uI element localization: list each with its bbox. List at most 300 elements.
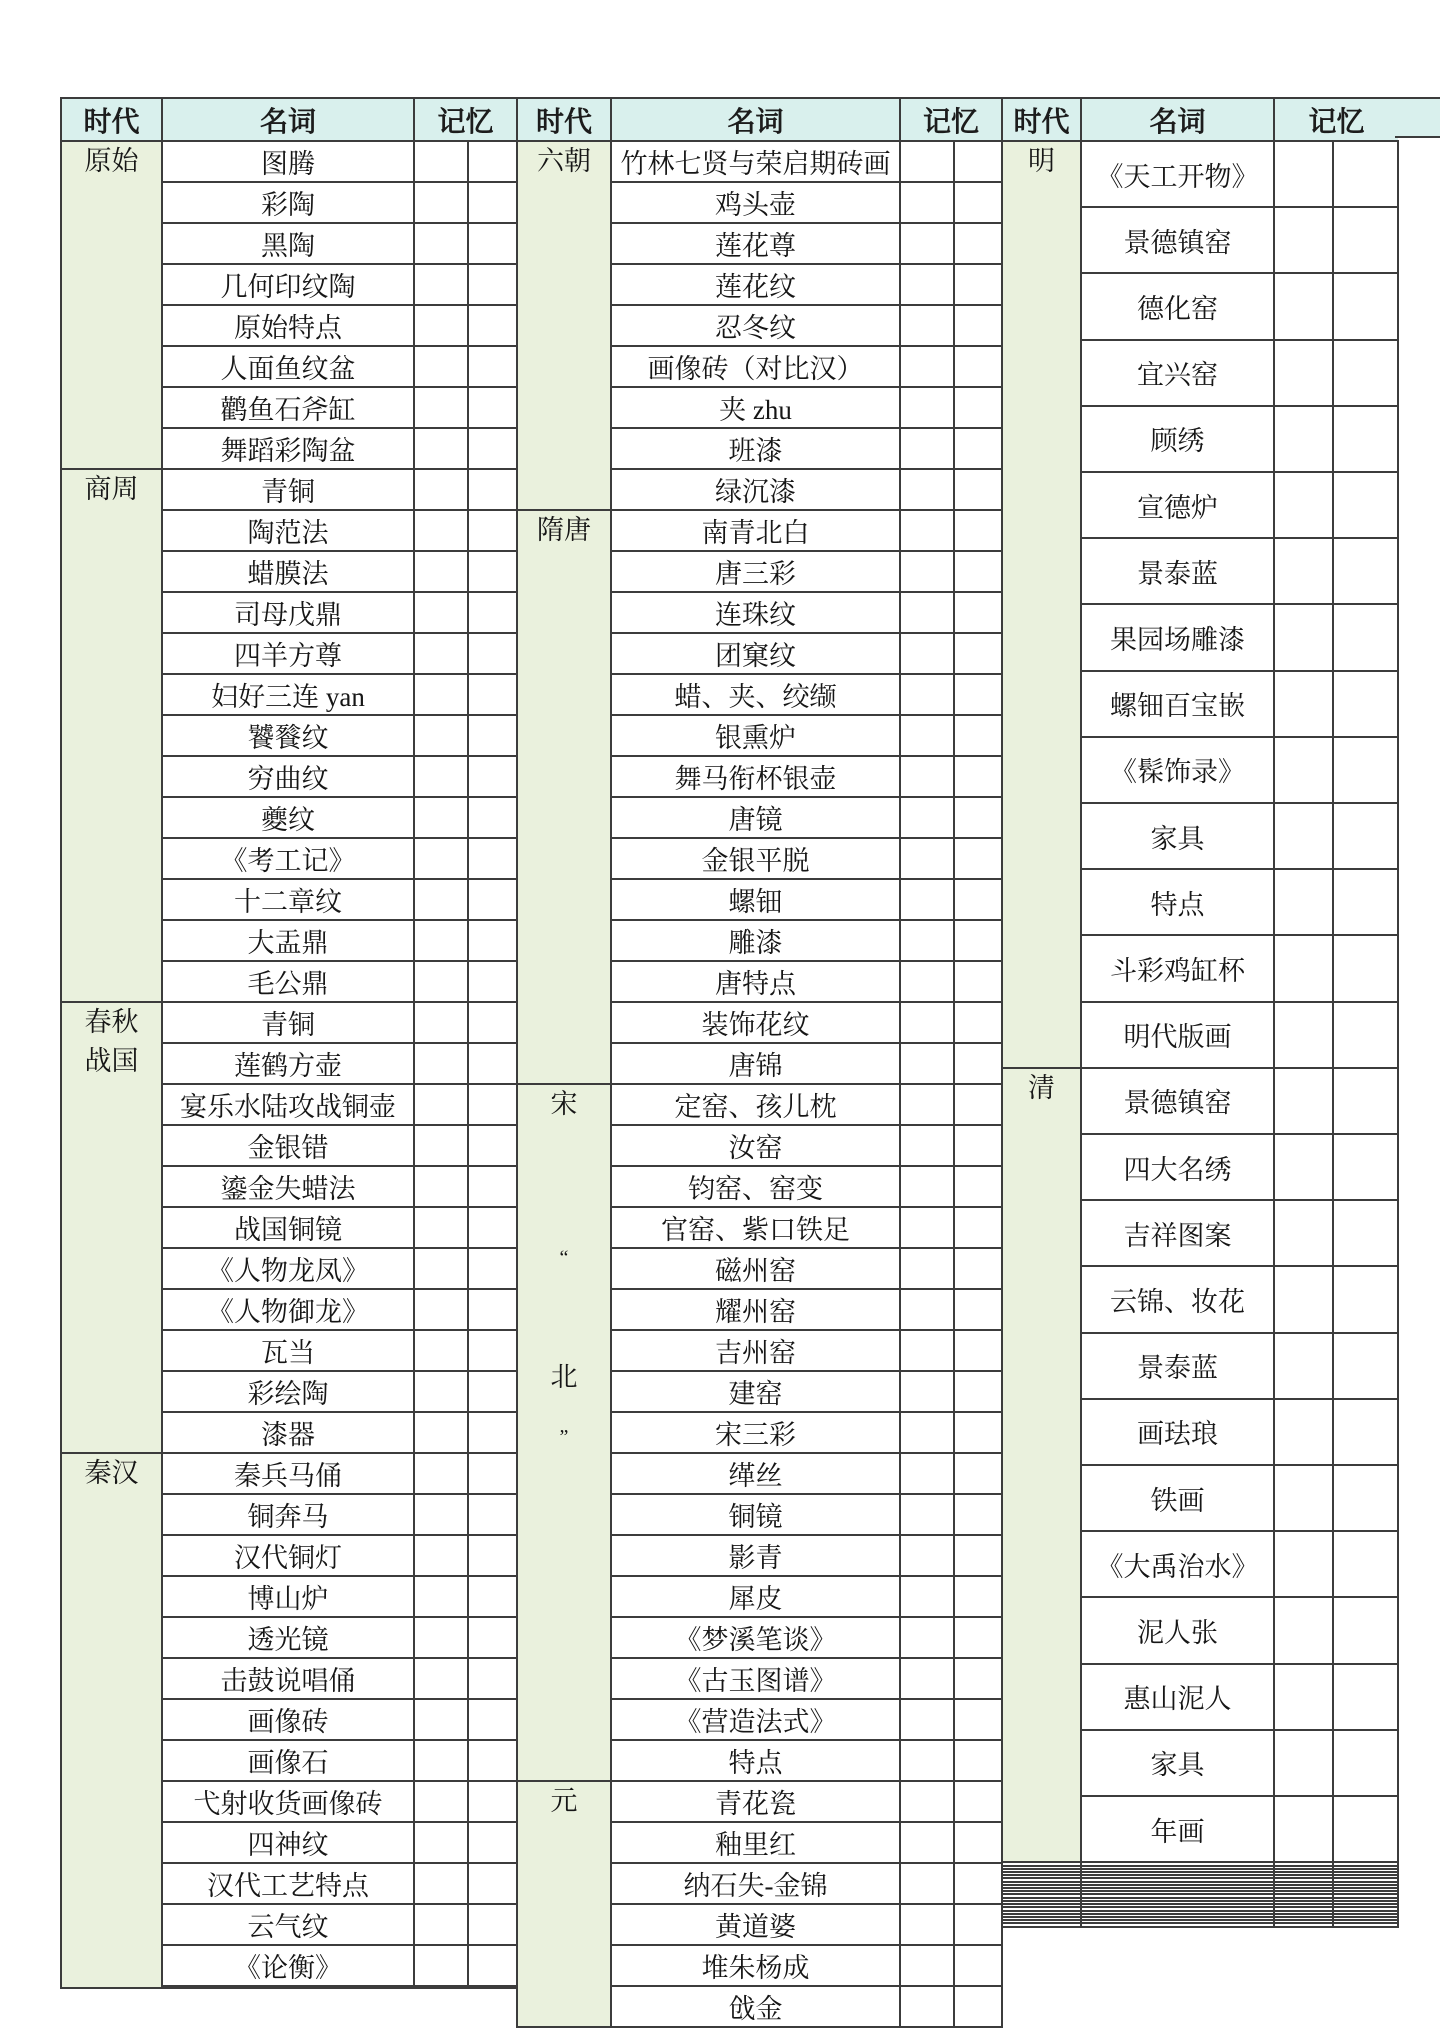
memory-cell-1 [1274,1664,1333,1730]
memory-cell-1 [900,1863,954,1904]
term-cell: 《古玉图谱》 [611,1658,900,1699]
memory-cell-1 [414,1371,468,1412]
memory-cell-1 [1274,1068,1333,1134]
memory-cell-1 [414,1125,468,1166]
term-cell: 汉代铜灯 [162,1535,414,1576]
memory-cell-1 [900,1207,954,1248]
era-label: 春秋 [84,1007,139,1037]
era-label: 商周 [84,474,139,504]
memory-cell-2 [954,1699,1002,1740]
memory-cell-2 [954,592,1002,633]
term-cell: 毛公鼎 [162,961,414,1002]
table-row [61,141,517,182]
term-cell: 铜奔马 [162,1494,414,1535]
memory-cell-1 [414,1576,468,1617]
memory-cell-2 [1333,671,1398,737]
memory-cell-2 [954,264,1002,305]
memory-cell-2 [954,1166,1002,1207]
memory-cell-2 [954,1863,1002,1904]
memory-cell-2 [954,1125,1002,1166]
era-label: 宋 [550,1089,578,1119]
memory-cell-2 [1333,1068,1398,1134]
memory-cell-2 [468,674,517,715]
memory-cell-1 [414,1822,468,1863]
memory-cell-2 [468,1453,517,1494]
term-cell: 景泰蓝 [1081,1333,1274,1399]
term-cell: 耀州窑 [611,1289,900,1330]
memory-cell-1 [414,141,468,182]
memory-cell-2 [468,1781,517,1822]
term-cell: 宜兴窑 [1081,340,1274,406]
memory-cell-1 [900,756,954,797]
memory-cell-1 [414,1699,468,1740]
memory-cell-2 [954,879,1002,920]
term-cell: 螺钿百宝嵌 [1081,671,1274,737]
term-cell: 博山炉 [162,1576,414,1617]
memory-cell-2 [1333,803,1398,869]
memory-cell-2 [468,305,517,346]
memory-cell-2 [468,551,517,592]
term-cell: 钧窑、窑变 [611,1166,900,1207]
memory-cell-1 [1274,803,1333,869]
term-cell: 饕餮纹 [162,715,414,756]
term-cell: 鹳鱼石斧缸 [162,387,414,428]
memory-cell-2 [468,1822,517,1863]
memory-cell-1 [414,1289,468,1330]
era-cell [61,1002,162,1453]
memory-cell-1 [900,838,954,879]
memory-cell-1 [414,756,468,797]
memory-cell-1 [900,182,954,223]
memory-cell-1 [414,264,468,305]
memory-cell-2 [954,182,1002,223]
term-cell: 竹林七贤与荣启期砖画 [611,141,900,182]
table-row [61,469,517,510]
era-label: 明 [1028,146,1055,176]
term-cell: 定窑、孩儿枕 [611,1084,900,1125]
memory-cell-1 [414,1740,468,1781]
memory-cell-1 [1274,1531,1333,1597]
term-cell: 蜡膜法 [162,551,414,592]
term-cell: 装饰花纹 [611,1002,900,1043]
term-cell: 大盂鼎 [162,920,414,961]
memory-cell-2 [468,1658,517,1699]
term-cell: 特点 [611,1740,900,1781]
era-cell [517,141,611,510]
term-cell: 景德镇窑 [1081,1068,1274,1134]
term-cell: 黄道婆 [611,1904,900,1945]
header-era-cell: 时代 [1002,98,1081,141]
memory-cell-2 [468,1699,517,1740]
term-cell: 画珐琅 [1081,1399,1274,1465]
term-cell: 图腾 [162,141,414,182]
memory-cell-2 [954,961,1002,1002]
memory-cell-2 [1333,1002,1398,1068]
memory-cell-1 [414,1002,468,1043]
memory-cell-2 [468,1535,517,1576]
term-cell: 莲花尊 [611,223,900,264]
table-row [61,1453,517,1494]
memory-cell-1 [1274,538,1333,604]
header-era-cell: 时代 [61,98,162,141]
memory-cell-2 [468,1084,517,1125]
header-term-cell: 名词 [1081,98,1274,141]
memory-cell-2 [468,346,517,387]
memory-cell-1 [900,1248,954,1289]
memory-cell-1 [900,1986,954,2027]
memory-cell-1 [900,141,954,182]
term-cell: 彩绘陶 [162,1371,414,1412]
era-cell [1002,1068,1081,1862]
memory-cell-2 [468,1125,517,1166]
memory-cell-2 [954,715,1002,756]
memory-cell-2 [954,674,1002,715]
memory-cell-1 [414,1453,468,1494]
memory-cell-1 [414,1248,468,1289]
memory-cell-2 [468,1330,517,1371]
memory-cell-1 [900,1576,954,1617]
table-group-3 [1001,97,1399,1928]
term-cell-empty [1081,1923,1274,1927]
memory-cell-2 [954,1740,1002,1781]
memory-cell-2 [954,551,1002,592]
memory-cell-2 [1333,1531,1398,1597]
memory-cell-1 [1274,1597,1333,1663]
term-cell: 金银平脱 [611,838,900,879]
term-cell: 汝窑 [611,1125,900,1166]
term-cell: 宣德炉 [1081,472,1274,538]
memory-cell-2 [954,469,1002,510]
memory-cell-2 [954,346,1002,387]
term-cell: 秦兵马俑 [162,1453,414,1494]
memory-cell-1 [900,1330,954,1371]
memory-cell-2 [468,387,517,428]
memory-cell-1 [1274,935,1333,1001]
memory-cell-2 [1333,472,1398,538]
memory-cell-1 [414,1535,468,1576]
era-cell [517,1781,611,2027]
era-label: 清 [1028,1072,1055,1103]
table-group-1 [60,97,518,1989]
memory-cell-1 [414,305,468,346]
era-cell [1002,141,1081,1068]
header-mem-cell: 记忆 [900,98,1002,141]
memory-cell-2 [1333,273,1398,339]
term-cell: 戗金 [611,1986,900,2027]
memory-cell-1 [900,1412,954,1453]
memory-cell-2 [954,1412,1002,1453]
memory-cell-2 [468,469,517,510]
memory-cell-1 [414,1494,468,1535]
memory-cell-1 [900,1002,954,1043]
memory-cell-2 [954,305,1002,346]
memory-cell-1 [1274,1134,1333,1200]
memory-cell-1 [900,1494,954,1535]
memory-cell-1 [900,1453,954,1494]
memory-cell-2 [954,510,1002,551]
term-cell: 班漆 [611,428,900,469]
term-cell: 《营造法式》 [611,1699,900,1740]
term-cell: 宋三彩 [611,1412,900,1453]
memory-cell-1 [900,223,954,264]
era-cell [61,1453,162,1988]
memory-cell-1 [900,1289,954,1330]
memory-cell-2 [954,1002,1002,1043]
term-cell: 螺钿 [611,879,900,920]
term-cell: 连珠纹 [611,592,900,633]
memory-cell-1 [414,1330,468,1371]
term-cell: 南青北白 [611,510,900,551]
memory-cell-2 [468,182,517,223]
memory-cell-1 [1274,1796,1333,1862]
term-cell: 莲鹤方壶 [162,1043,414,1084]
term-cell: 唐镜 [611,797,900,838]
term-cell: 惠山泥人 [1081,1664,1274,1730]
term-cell: 家具 [1081,803,1274,869]
term-cell: 《梦溪笔谈》 [611,1617,900,1658]
memory-cell-2 [468,592,517,633]
term-cell: 景德镇窑 [1081,207,1274,273]
memory-cell-1 [900,510,954,551]
memory-cell-1 [900,1043,954,1084]
memory-cell-2 [1333,935,1398,1001]
memory-cell-2 [954,223,1002,264]
term-cell: 《髹饰录》 [1081,737,1274,803]
table-row [517,1781,1002,1822]
era-label: 六朝 [537,146,591,176]
memory-cell-2 [1333,1134,1398,1200]
empty-row [1002,1923,1398,1927]
memory-cell-2 [468,1207,517,1248]
memory-cell-1 [414,633,468,674]
memory-cell-2 [468,920,517,961]
memory-cell-1 [1274,141,1333,207]
era-label: 北 [550,1362,578,1392]
era-label: 战国 [84,1046,139,1076]
memory-cell-2 [954,1453,1002,1494]
memory-cell-1 [1274,1266,1333,1332]
term-cell: 纳石失-金锦 [611,1863,900,1904]
memory-cell-1 [1274,1399,1333,1465]
memory-cell-2 [954,1371,1002,1412]
memory-cell-2 [468,428,517,469]
term-cell: 年画 [1081,1796,1274,1862]
memory-cell-1 [414,879,468,920]
memory-cell-2 [954,1617,1002,1658]
memory-cell-1 [414,1084,468,1125]
memory-cell-2 [1333,737,1398,803]
term-cell: 磁州窑 [611,1248,900,1289]
header-term-cell: 名词 [162,98,414,141]
memory-cell-1 [900,305,954,346]
term-cell: 画像石 [162,1740,414,1781]
era-label: ” [559,1426,569,1448]
memory-cell-2 [468,264,517,305]
era-label: 隋唐 [537,515,591,545]
term-cell: 《天工开物》 [1081,141,1274,207]
memory-cell-1 [1274,869,1333,935]
table-row [517,510,1002,551]
term-cell: 《大禹治水》 [1081,1531,1274,1597]
memory-cell-2 [1333,1399,1398,1465]
memory-cell-1 [1274,604,1333,670]
memory-cell-2 [1333,1923,1398,1927]
memory-cell-1 [1274,207,1333,273]
term-cell: 云气纹 [162,1904,414,1945]
term-cell: 击鼓说唱俑 [162,1658,414,1699]
memory-cell-2 [954,1904,1002,1945]
table-group-2 [516,97,1003,2028]
memory-cell-1 [900,1945,954,1986]
term-cell: 堆朱杨成 [611,1945,900,1986]
term-cell: 黑陶 [162,223,414,264]
header-mem-cell: 记忆 [414,98,517,141]
memory-cell-1 [900,1904,954,1945]
term-cell: 明代版画 [1081,1002,1274,1068]
memory-cell-2 [954,1330,1002,1371]
memory-cell-1 [900,387,954,428]
memory-cell-2 [1333,1465,1398,1531]
header-term-cell: 名词 [611,98,900,141]
era-label: 秦汉 [84,1458,139,1488]
term-cell: 铜镜 [611,1494,900,1535]
memory-cell-1 [414,715,468,756]
memory-header-extension [1395,97,1440,138]
memory-cell-2 [954,1207,1002,1248]
term-cell: 漆器 [162,1412,414,1453]
term-cell: 金银错 [162,1125,414,1166]
memory-cell-1 [414,1617,468,1658]
memory-cell-2 [954,428,1002,469]
term-cell: 影青 [611,1535,900,1576]
term-cell: 建窑 [611,1371,900,1412]
memory-cell-2 [468,1412,517,1453]
memory-cell-1 [414,1207,468,1248]
memory-cell-2 [1333,1333,1398,1399]
era-label: 原始 [84,146,139,176]
table-row [517,1084,1002,1125]
memory-cell-2 [468,1043,517,1084]
memory-cell-1 [900,1371,954,1412]
memory-cell-2 [1333,340,1398,406]
term-cell: 特点 [1081,869,1274,935]
header-mem-cell: 记忆 [1274,98,1398,141]
memory-cell-1 [414,1945,468,1986]
memory-cell-1 [900,1166,954,1207]
term-cell: 舞马衔杯银壶 [611,756,900,797]
term-cell: 青铜 [162,1002,414,1043]
memory-cell-1 [900,346,954,387]
term-cell: 果园场雕漆 [1081,604,1274,670]
era-cell [517,1084,611,1781]
memory-cell-2 [954,1289,1002,1330]
term-cell: 鸡头壶 [611,182,900,223]
memory-cell-1 [900,1740,954,1781]
memory-cell-1 [414,674,468,715]
memory-cell-1 [414,387,468,428]
memory-cell-2 [468,141,517,182]
memory-cell-2 [1333,1200,1398,1266]
memory-cell-2 [954,1576,1002,1617]
memory-cell-2 [954,633,1002,674]
term-cell: 透光镜 [162,1617,414,1658]
memory-cell-1 [414,469,468,510]
term-cell: 忍冬纹 [611,305,900,346]
memory-cell-2 [468,1740,517,1781]
term-cell: 陶范法 [162,510,414,551]
term-cell: 泥人张 [1081,1597,1274,1663]
memory-cell-1 [900,1617,954,1658]
term-cell: 原始特点 [162,305,414,346]
era-cell [517,510,611,1084]
memory-cell-1 [414,1863,468,1904]
memory-cell-1 [414,920,468,961]
memory-cell-2 [1333,869,1398,935]
era-cell [61,141,162,469]
term-cell: 绿沉漆 [611,469,900,510]
memory-cell-2 [954,920,1002,961]
term-cell [162,1986,414,1988]
memory-cell-1 [414,223,468,264]
term-cell: 官窑、紫口铁足 [611,1207,900,1248]
header-era-cell: 时代 [517,98,611,141]
memory-cell-1 [900,264,954,305]
memory-cell-2 [468,797,517,838]
term-cell: 彩陶 [162,182,414,223]
memory-cell-1 [1274,1333,1333,1399]
term-cell: 几何印纹陶 [162,264,414,305]
memory-cell-1 [1274,737,1333,803]
term-cell: 唐锦 [611,1043,900,1084]
term-cell: 十二章纹 [162,879,414,920]
memory-cell-2 [1333,538,1398,604]
memory-cell-1 [900,797,954,838]
term-cell: 四大名绣 [1081,1134,1274,1200]
memory-cell-2 [954,387,1002,428]
memory-cell-1 [414,182,468,223]
memory-cell-2 [954,1084,1002,1125]
memory-cell-2 [1333,406,1398,472]
memory-cell-1 [900,1781,954,1822]
term-cell: 斗彩鸡缸杯 [1081,935,1274,1001]
era-label: “ [559,1247,569,1269]
term-cell: 舞蹈彩陶盆 [162,428,414,469]
memory-cell-2 [954,141,1002,182]
memory-cell-2 [468,961,517,1002]
memory-cell-1 [414,961,468,1002]
term-cell: 鎏金失蜡法 [162,1166,414,1207]
term-cell: 穷曲纹 [162,756,414,797]
memory-cell-2 [468,510,517,551]
term-cell: 战国铜镜 [162,1207,414,1248]
term-cell: 铁画 [1081,1465,1274,1531]
memory-cell-1 [414,592,468,633]
memory-cell-1 [414,1166,468,1207]
memory-cell-1 [900,961,954,1002]
memory-cell-1 [414,1904,468,1945]
memory-cell-1 [900,1125,954,1166]
table-row [1002,1068,1398,1134]
memory-cell-1 [900,1658,954,1699]
memory-cell-2 [468,756,517,797]
memory-cell-1 [900,592,954,633]
term-cell: 弋射收货画像砖 [162,1781,414,1822]
term-cell: 瓦当 [162,1330,414,1371]
memory-cell-1 [414,346,468,387]
term-cell: 莲花纹 [611,264,900,305]
memory-cell-2 [468,838,517,879]
memory-cell-2 [954,1043,1002,1084]
